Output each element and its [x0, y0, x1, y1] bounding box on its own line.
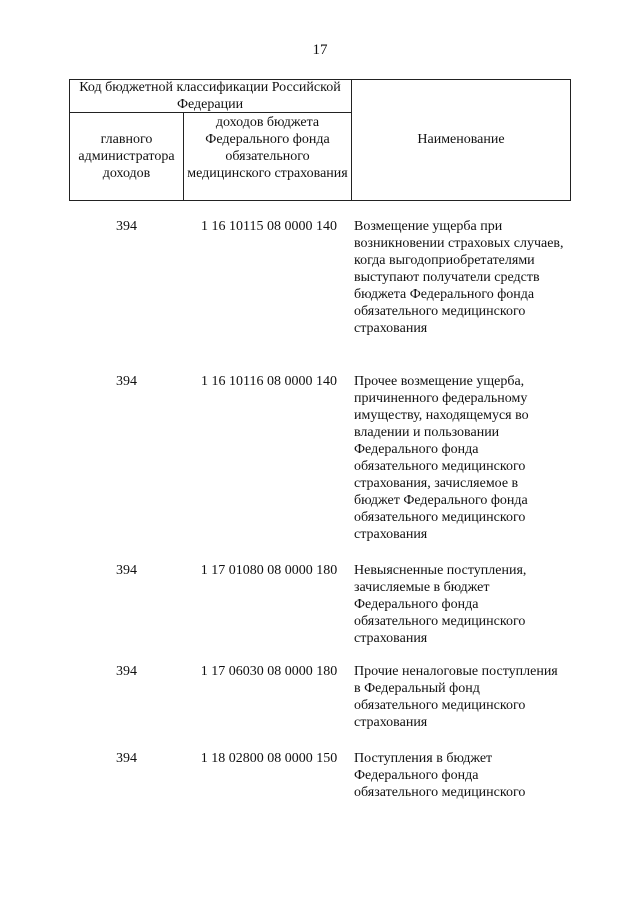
header-col-name: Наименование — [417, 132, 505, 147]
table-header — [69, 79, 571, 201]
admin-code: 394 — [116, 219, 137, 234]
admin-code: 394 — [116, 374, 137, 389]
row-name: Возмещение ущерба при возникновении страховых случаев, когда выгодоприобретателями выступают получатели средств бюджета Федерального фонда обязательного медицинского страхования — [354, 219, 564, 336]
budget-code: 1 17 01080 08 0000 180 — [200, 563, 338, 578]
budget-code: 1 16 10116 08 0000 140 — [201, 374, 337, 389]
header-border-right — [570, 79, 571, 201]
page-number: 17 — [312, 42, 328, 58]
budget-code: 1 16 10115 08 0000 140 — [201, 219, 337, 234]
header-col-income: доходов бюджета Федерального фонда обязательного медицинского страхования — [187, 115, 348, 181]
admin-code: 394 — [116, 563, 137, 578]
row-name: Невыясненные поступления, зачисляемые в бюджет Федерального фонда обязательного медицинского страхования — [354, 563, 527, 646]
row-name: Поступления в бюджет Федерального фонда обязательного медицинского — [354, 751, 526, 800]
budget-code: 1 18 02800 08 0000 150 — [200, 751, 338, 766]
header-border-name — [351, 79, 352, 201]
header-border-mid — [183, 112, 184, 201]
row-name: Прочее возмещение ущерба, причиненного федеральному имуществу, находящемуся во владении и пользовании Федерального фонда обязательного медицинского страхования, зачисляемое в бюджет Федерального фонда обязательного медицинского страхования — [354, 374, 529, 542]
header-border-bottom — [69, 200, 571, 201]
budget-code: 1 17 06030 08 0000 180 — [200, 664, 338, 679]
header-col-admin: главного администратора доходов — [78, 132, 175, 181]
admin-code: 394 — [116, 664, 137, 679]
header-border-left — [69, 79, 70, 201]
header-group-title: Код бюджетной классификации Российской Федерации — [79, 80, 341, 112]
admin-code: 394 — [116, 751, 137, 766]
row-name: Прочие неналоговые поступления в Федеральный фонд обязательного медицинского страхования — [354, 664, 558, 730]
